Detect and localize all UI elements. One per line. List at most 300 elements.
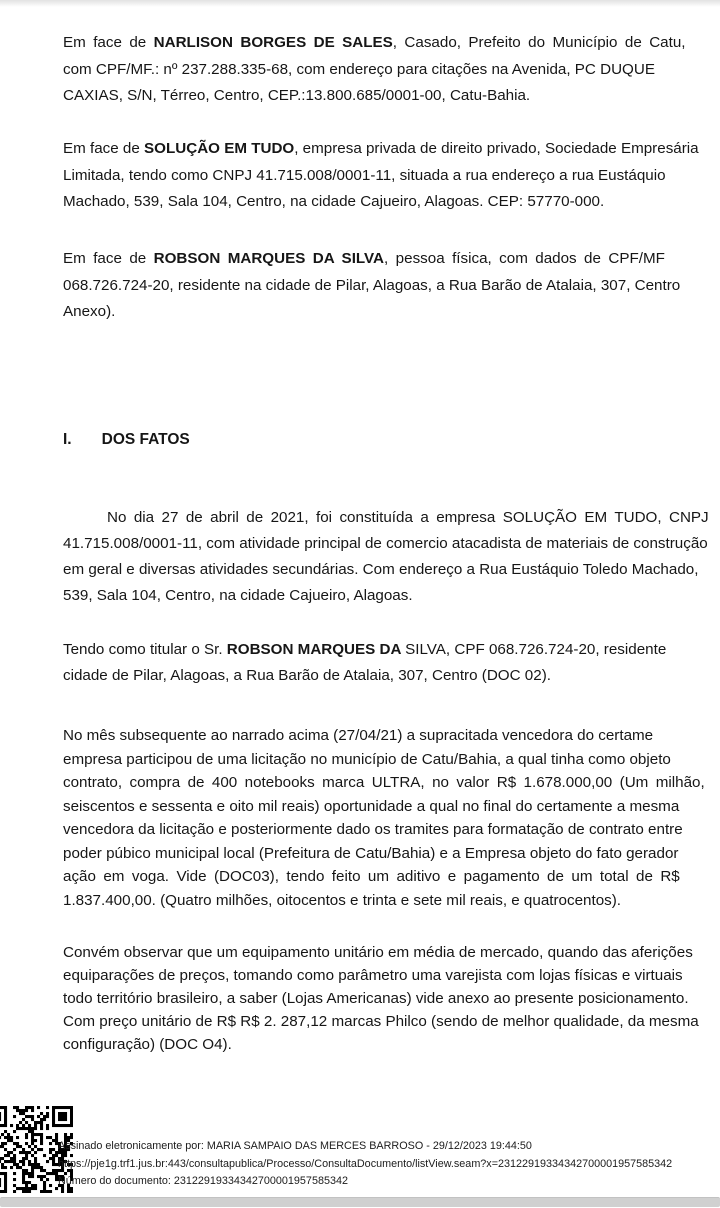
qr-module [34,1121,37,1124]
qr-module [49,1142,52,1145]
qr-module [52,1160,55,1163]
qr-module [58,1115,61,1118]
qr-module [25,1181,28,1184]
text-segment: Convém observar que um equipamento unitário em média de mercado, quando das aferições [63,944,693,961]
qr-module [19,1160,22,1163]
qr-module [61,1115,64,1118]
qr-module [70,1106,73,1109]
text-segment: Em face de [63,250,154,267]
qr-module [4,1124,7,1127]
qr-module [0,1160,1,1163]
text-line [63,189,720,216]
qr-module [46,1178,49,1181]
qr-module [4,1154,7,1157]
qr-module [13,1163,16,1166]
qr-module [1,1133,4,1136]
facts-paragraph-2 [63,637,720,688]
qr-module [7,1133,10,1136]
text-line [63,637,720,663]
text-line [63,57,720,84]
qr-module [0,1190,1,1193]
qr-module [40,1112,43,1115]
qr-module [58,1118,61,1121]
qr-module [28,1163,31,1166]
qr-module [1,1124,4,1127]
qr-module [16,1109,19,1112]
text-segment: Machado, 539, Sala 104, Centro, na cidade Cajueiro, Alagoas. CEP: 57770-000. [63,193,605,210]
qr-module [25,1133,28,1136]
text-segment: DOS FATOS [101,431,190,448]
text-line [63,583,720,609]
qr-module [13,1106,16,1109]
qr-module [31,1115,34,1118]
text-segment: todo território brasileiro, a saber (Lojas Americanas) vide anexo ao presente posicionamento. [63,990,689,1007]
qr-module [43,1169,46,1172]
text-line [63,818,720,842]
qr-module [34,1166,37,1169]
qr-module [0,1118,1,1121]
qr-module [37,1133,40,1136]
qr-module [37,1148,40,1151]
qr-module [31,1106,34,1109]
text-line [63,889,720,913]
qr-module [46,1127,49,1130]
qr-module [46,1136,49,1139]
qr-module [19,1112,22,1115]
qr-module [1,1142,4,1145]
qr-module [22,1112,25,1115]
qr-module [61,1112,64,1115]
text-segment: 539, Sala 104, Centro, na cidade Cajueiro, Alagoas. [63,587,413,604]
qr-module [37,1166,40,1169]
qr-module [40,1175,43,1178]
qr-module [7,1136,10,1139]
text-line [63,163,720,190]
qr-module [22,1181,25,1184]
qr-module [13,1157,16,1160]
qr-module [43,1115,46,1118]
qr-module [1,1157,4,1160]
text-line [63,273,720,300]
qr-module [19,1109,22,1112]
qr-module [37,1175,40,1178]
qr-module [34,1184,37,1187]
qr-module [70,1118,73,1121]
qr-module [4,1112,7,1115]
qr-module [0,1178,1,1181]
qr-module [43,1187,46,1190]
qr-module [52,1148,55,1151]
qr-module [52,1109,55,1112]
qr-module [1,1166,4,1169]
text-line [63,724,720,748]
text-segment: ROBSON MARQUES DA SILVA [153,250,385,267]
qr-module [34,1124,37,1127]
text-segment: No dia 27 de abril de 2021, foi constituída a empresa SOLUÇÃO EM TUDO, CNPJ [107,509,709,526]
qr-module [7,1154,10,1157]
qr-module [13,1184,16,1187]
qr-module [22,1163,25,1166]
qr-module [19,1145,22,1148]
qr-module [46,1172,49,1175]
qr-module [25,1190,28,1193]
qr-module [28,1187,31,1190]
party-paragraph-3 [63,246,720,326]
text-segment: Em face de [63,140,145,157]
qr-module [58,1106,61,1109]
qr-module [10,1139,13,1142]
text-line [63,30,720,57]
qr-module [22,1151,25,1154]
verification-url-line: https://pje1g.trf1.jus.br:443/consultapublica/Processo/ConsultaDocumento/listView.seam?x=23122919334342700001957585342 [58,1157,673,1170]
qr-module [28,1151,31,1154]
qr-module [13,1115,16,1118]
text-line [63,431,720,449]
qr-module [31,1136,34,1139]
text-line [63,246,720,273]
qr-module [10,1124,13,1127]
qr-module [1,1172,4,1175]
text-line [63,865,720,889]
qr-module [16,1145,19,1148]
qr-module [16,1136,19,1139]
qr-module [25,1172,28,1175]
text-segment: cidade de Pilar, Alagoas, a Rua Barão de Atalaia, 307, Centro (DOC 02). [63,666,551,684]
qr-module [70,1124,73,1127]
text-line [63,531,720,557]
qr-module [58,1112,61,1115]
qr-module [31,1184,34,1187]
qr-module [70,1121,73,1124]
text-segment: SILVA, CPF 068.726.724-20, residente [405,641,667,658]
qr-module [31,1133,34,1136]
qr-module [31,1130,34,1133]
qr-module [13,1160,16,1163]
text-segment: ação em voga. Vide (DOC03), tendo feito um aditivo e pagamento de um total de R$ [63,868,680,885]
text-segment: Tendo como titular o Sr. [63,641,227,658]
qr-module [34,1157,37,1160]
qr-module [49,1136,52,1139]
text-line [63,771,720,795]
qr-module [25,1121,28,1124]
text-line [63,941,720,964]
qr-module [40,1118,43,1121]
qr-module [31,1163,34,1166]
qr-module [40,1178,43,1181]
qr-module [40,1142,43,1145]
qr-module [40,1121,43,1124]
qr-module [4,1118,7,1121]
qr-module [4,1106,7,1109]
qr-module [19,1151,22,1154]
qr-module [28,1115,31,1118]
qr-module [1,1190,4,1193]
qr-module [25,1151,28,1154]
document-number-line: Número do documento: 23122919334342700001957585342 [58,1175,348,1187]
qr-module [28,1172,31,1175]
qr-module [46,1124,49,1127]
qr-module [52,1169,55,1172]
qr-module [4,1136,7,1139]
qr-module [40,1136,43,1139]
text-segment: , empresa privada de direito privado, Sociedade Empresária [294,140,699,157]
facts-paragraph-4 [63,941,720,1056]
qr-module [31,1148,34,1151]
qr-module [25,1157,28,1160]
qr-module [13,1130,16,1133]
page-top-shadow [0,0,720,7]
qr-module [22,1160,25,1163]
qr-module [61,1106,64,1109]
text-segment: NARLISON BORGES DE SALES [153,34,393,51]
text-line [63,1033,720,1056]
horizontal-scrollbar-thumb[interactable] [0,1197,720,1207]
qr-module [28,1127,31,1130]
text-line [63,505,720,531]
qr-module [13,1148,16,1151]
text-line [63,136,720,163]
qr-module [28,1181,31,1184]
qr-module [13,1142,16,1145]
qr-module [43,1184,46,1187]
qr-module [52,1121,55,1124]
text-line [63,964,720,987]
qr-module [52,1118,55,1121]
qr-module [70,1112,73,1115]
text-segment: 1.837.400,00. (Quatro milhões, oitocentos e trinta e sete mil reais, e quatrocentos). [63,891,622,909]
qr-module [49,1157,52,1160]
qr-module [22,1175,25,1178]
text-segment: em geral e diversas atividades secundárias. Com endereço a Rua Eustáquio Toledo Machado, [63,561,699,578]
text-segment: vencedora da licitação e posteriormente dado os tramites para formatação de contrato entre [63,821,683,838]
qr-module [22,1118,25,1121]
text-segment: seiscentos e sessenta e oito mil reais) oportunidade a qual no final do certamente a mesma [63,797,680,815]
text-segment: , pessoa física, com dados de CPF/MF [384,250,665,267]
qr-module [10,1136,13,1139]
text-line [63,987,720,1010]
qr-module [34,1151,37,1154]
qr-module [4,1181,7,1184]
qr-module [4,1175,7,1178]
text-line [63,1010,720,1033]
qr-module [25,1106,28,1109]
text-segment: contrato, compra de 400 notebooks marca ULTRA, no valor R$ 1.678.000,00 (Um milhão, [63,774,705,791]
qr-module [19,1187,22,1190]
qr-module [4,1121,7,1124]
qr-module [64,1115,67,1118]
qr-module [22,1124,25,1127]
party-paragraph-1 [63,30,720,110]
text-line [63,795,720,819]
qr-module [0,1181,1,1184]
qr-module [1,1106,4,1109]
qr-module [49,1172,52,1175]
qr-module [40,1148,43,1151]
qr-module [31,1187,34,1190]
qr-module [55,1133,58,1136]
qr-module [13,1178,16,1181]
qr-module [46,1190,49,1193]
qr-module [25,1136,28,1139]
text-segment: empresa participou de uma licitação no município de Catu/Bahia, a qual tinha como objeto [63,750,671,768]
text-segment: poder púbico municipal local (Prefeitura de Catu/Bahia) e a Empresa objeto do fato gerador [63,844,679,862]
text-segment: CAXIAS, S/N, Térreo, Centro, CEP.:13.800.685/0001-00, Catu-Bahia. [63,87,531,104]
qr-module [28,1190,31,1193]
qr-module [22,1127,25,1130]
qr-module [22,1157,25,1160]
qr-module [31,1169,34,1172]
qr-module [40,1166,43,1169]
qr-module [49,1148,52,1151]
qr-module [4,1187,7,1190]
qr-module [28,1145,31,1148]
qr-module [52,1172,55,1175]
qr-module [46,1106,49,1109]
qr-module [34,1139,37,1142]
qr-module [0,1112,1,1115]
qr-module [67,1106,70,1109]
qr-module [37,1121,40,1124]
qr-module [7,1139,10,1142]
qr-module [0,1115,1,1118]
qr-module [13,1190,16,1193]
text-line [63,842,720,866]
qr-module [43,1175,46,1178]
qr-module [34,1145,37,1148]
qr-module [46,1160,49,1163]
qr-module [4,1172,7,1175]
signed-by-line: Assinado eletronicamente por: MARIA SAMPAIO DAS MERCES BARROSO - 29/12/2023 19:44:50 [58,1140,532,1152]
qr-module [22,1178,25,1181]
qr-module [52,1163,55,1166]
qr-module [70,1115,73,1118]
qr-module [7,1151,10,1154]
qr-module [13,1154,16,1157]
text-line [63,299,720,326]
qr-module [16,1106,19,1109]
qr-module [19,1127,22,1130]
qr-module [46,1112,49,1115]
qr-module [16,1187,19,1190]
qr-module [28,1106,31,1109]
qr-module [34,1163,37,1166]
qr-module [31,1172,34,1175]
facts-paragraph-3 [63,724,720,912]
qr-module [31,1127,34,1130]
text-segment: Anexo). [63,303,116,320]
qr-module [34,1160,37,1163]
qr-module [1,1145,4,1148]
qr-module [16,1166,19,1169]
qr-module [4,1130,7,1133]
qr-module [4,1190,7,1193]
qr-module [19,1121,22,1124]
qr-module [4,1115,7,1118]
qr-module [52,1157,55,1160]
text-segment: Com preço unitário de R$ R$ 2. 287,12 marcas Philco (sendo de melhor qualidade, da mesma [63,1013,699,1030]
qr-module [10,1166,13,1169]
qr-module [13,1172,16,1175]
qr-module [28,1130,31,1133]
qr-module [55,1106,58,1109]
qr-module [37,1106,40,1109]
qr-module [58,1124,61,1127]
qr-module [1,1163,4,1166]
text-segment: , Casado, Prefeito do Município de Catu, [392,34,686,51]
qr-module [64,1133,67,1136]
qr-module [22,1169,25,1172]
qr-module [4,1184,7,1187]
qr-module [34,1187,37,1190]
text-segment: 068.726.724-20, residente na cidade de Pilar, Alagoas, a Rua Barão de Atalaia, 307, Centro [63,276,681,294]
qr-module [49,1151,52,1154]
qr-module [25,1184,28,1187]
qr-module [31,1154,34,1157]
qr-module [37,1115,40,1118]
qr-module [22,1172,25,1175]
qr-module [37,1163,40,1166]
text-line [63,748,720,772]
qr-module [34,1133,37,1136]
qr-module [64,1118,67,1121]
qr-module [43,1118,46,1121]
qr-module [64,1106,67,1109]
qr-module [61,1124,64,1127]
qr-module [64,1112,67,1115]
qr-module [52,1106,55,1109]
qr-module [7,1160,10,1163]
qr-module [31,1109,34,1112]
qr-module [0,1184,1,1187]
qr-module [22,1190,25,1193]
qr-module [0,1157,1,1160]
qr-module [0,1145,1,1148]
qr-module [43,1190,46,1193]
qr-module [40,1190,43,1193]
text-segment: Em face de [63,34,154,51]
qr-module [49,1184,52,1187]
qr-module [10,1151,13,1154]
qr-module [0,1124,1,1127]
text-line [63,663,720,689]
qr-module [16,1163,19,1166]
qr-module [64,1124,67,1127]
qr-module [4,1166,7,1169]
qr-module [31,1142,34,1145]
qr-module [40,1124,43,1127]
qr-module [43,1154,46,1157]
text-line [63,83,720,110]
qr-module [49,1190,52,1193]
qr-module [40,1127,43,1130]
qr-module [25,1115,28,1118]
facts-paragraph-1 [63,505,720,609]
qr-module [25,1127,28,1130]
qr-module [67,1124,70,1127]
qr-module [22,1109,25,1112]
qr-module [25,1154,28,1157]
qr-module [25,1169,28,1172]
qr-module [16,1142,19,1145]
qr-module [4,1160,7,1163]
qr-module [4,1142,7,1145]
qr-module [52,1124,55,1127]
qr-module [31,1175,34,1178]
qr-module [40,1169,43,1172]
section-heading-dos-fatos [63,431,720,449]
qr-module [31,1118,34,1121]
qr-module [55,1124,58,1127]
